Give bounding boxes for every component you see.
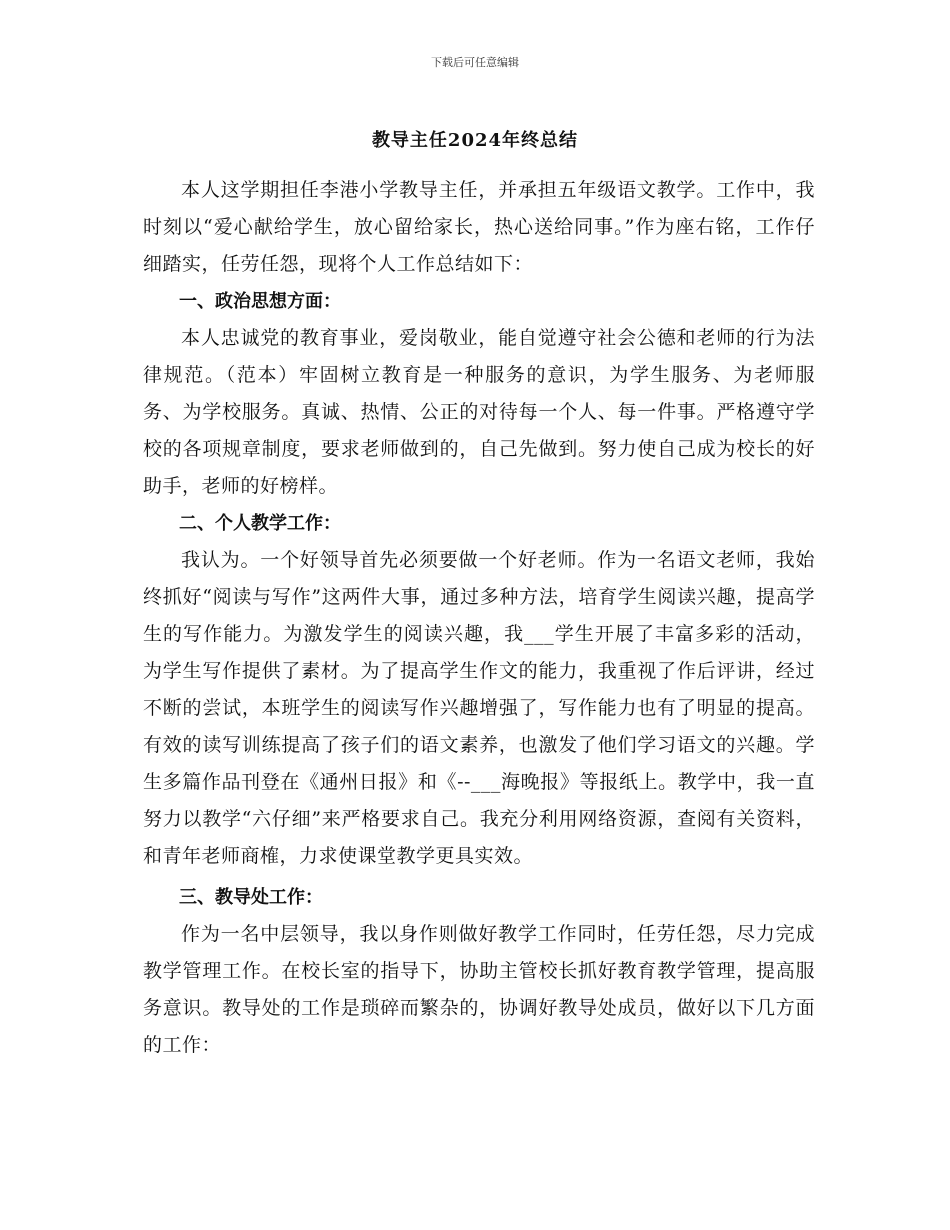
section-heading-academic-office: 三、教导处工作：: [179, 887, 323, 908]
section-body-politics: 本人忠诚党的教育事业，爱岗敬业，能自觉遵守社会公德和老师的行为法律规范。（范本）牢固树立教育是一种服务的意识，为学生服务、为老师服务、为学校服务。真诚、热情、公正的对待每一个人、每一件事。严格遵守学校的各项规章制度，要求老师做到的，自己先做到。努力使自己成为校长的好助手，老师的好榜样。: [143, 327, 815, 497]
section-body-teaching: 我认为。一个好领导首先必须要做一个好老师。作为一名语文老师，我始终抓好“阅读与写作”这两件大事，通过多种方法，培育学生阅读兴趣，提高学生的写作能力。为激发学生的阅读兴趣，我___学生开展了丰富多彩的活动，为学生写作提供了素材。为了提高学生作文的能力，我重视了作后评讲，经过不断的尝试，本班学生的阅读写作兴趣增强了，写作能力也有了明显的提高。有效的读写训练提高了孩子们的语文素养，也激发了他们学习语文的兴趣。学生多篇作品刊登在《通州日报》和《--___海晚报》等报纸上。教学中，我一直努力以教学“六仔细”来严格要求自己。我充分利用网络资源，查阅有关资料，和青年老师商榷，力求使课堂教学更具实效。: [143, 549, 815, 867]
document-title: 教导主任2024年终总结: [371, 130, 579, 151]
intro-paragraph: 本人这学期担任李港小学教导主任，并承担五年级语文教学。工作中，我时刻以“爱心献给学生，放心留给家长，热心送给同事。”作为座右铭，工作仔细踏实，任劳任怨，现将个人工作总结如下：: [143, 179, 815, 275]
section-heading-teaching: 二、个人教学工作：: [179, 513, 341, 534]
document-body: [143, 172, 815, 1064]
section-body-academic-office: 作为一名中层领导，我以身作则做好教学工作同时，任劳任怨，尽力完成教学管理工作。在校长室的指导下，协助主管校长抓好教育教学管理，提高服务意识。教导处的工作是琐碎而繁杂的，协调好教导处成员，做好以下几方面的工作：: [143, 923, 815, 1056]
page-header-note: 下载后可任意编辑: [431, 56, 519, 69]
section-heading-politics: 一、政治思想方面：: [179, 291, 341, 312]
